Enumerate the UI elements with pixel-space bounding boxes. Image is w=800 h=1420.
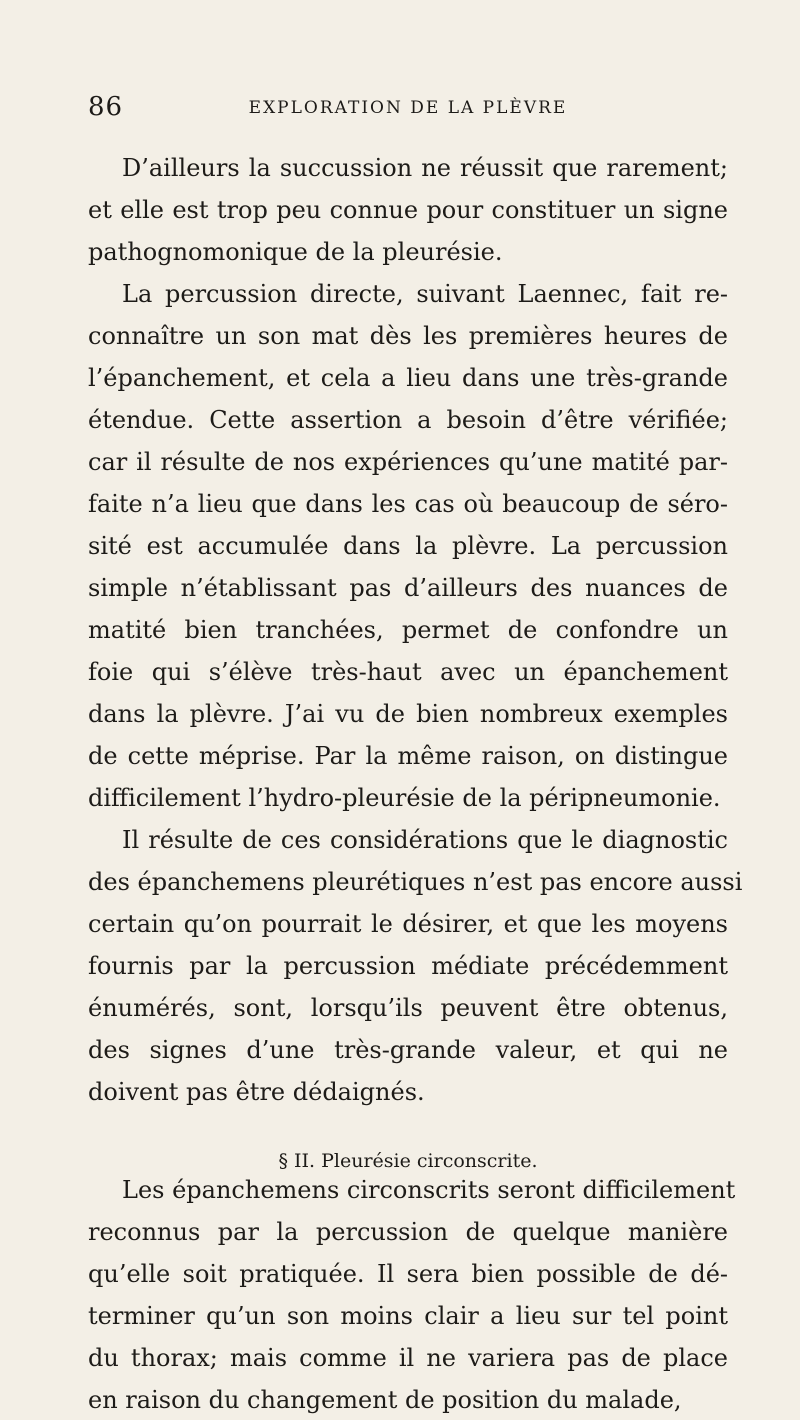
- paragraph-2-line-6: faite n’a lieu que dans les cas où beaucoup de séro-: [88, 490, 728, 518]
- page-number: 86: [88, 92, 124, 122]
- paragraph-2-line-12: de cette méprise. Par la même raison, on distingue: [88, 742, 728, 770]
- paragraph-2-line-10: foie qui s’élève très-haut avec un épanchement: [88, 658, 728, 686]
- paragraph-1-line-3: pathognomonique de la pleurésie.: [88, 238, 503, 266]
- paragraph-2-line-9: matité bien tranchées, permet de confondre un: [88, 616, 728, 644]
- paragraph-2-line-13: difficilement l’hydro-pleurésie de la péripneumonie.: [88, 784, 721, 812]
- paragraph-2-line-4: étendue. Cette assertion a besoin d’être vérifiée;: [88, 406, 728, 434]
- paragraph-4-line-4: terminer qu’un son moins clair a lieu sur tel point: [88, 1302, 728, 1330]
- running-head: [88, 92, 728, 132]
- paragraph-2-line-5: car il résulte de nos expériences qu’une matité par-: [88, 448, 728, 476]
- paragraph-4-line-5: du thorax; mais comme il ne variera pas de place: [88, 1344, 728, 1372]
- paragraph-2-line-7: sité est accumulée dans la plèvre. La percussion: [88, 532, 728, 560]
- paragraph-2-line-2: connaître un son mat dès les premières heures de: [88, 322, 728, 350]
- paragraph-2-line-11: dans la plèvre. J’ai vu de bien nombreux exemples: [88, 700, 728, 728]
- paragraph-1-line-2: et elle est trop peu connue pour constituer un signe: [88, 196, 728, 224]
- running-title: EXPLORATION DE LA PLÈVRE: [248, 98, 568, 118]
- paragraph-3-line-3: certain qu’on pourrait le désirer, et que les moyens: [88, 910, 728, 938]
- section-heading: § II. Pleurésie circonscrite.: [278, 1150, 538, 1172]
- paragraph-1-line-1: D’ailleurs la succussion ne réussit que rarement;: [122, 154, 728, 182]
- paragraph-4-line-1: Les épanchemens circonscrits seront difficilement: [122, 1176, 736, 1204]
- paragraph-2-line-8: simple n’établissant pas d’ailleurs des nuances de: [88, 574, 728, 602]
- paragraph-3-line-2: des épanchemens pleurétiques n’est pas encore aussi: [88, 868, 743, 896]
- paragraph-4-line-3: qu’elle soit pratiquée. Il sera bien possible de dé-: [88, 1260, 728, 1288]
- paragraph-2-line-3: l’épanchement, et cela a lieu dans une très-grande: [88, 364, 728, 392]
- paragraph-4-line-2: reconnus par la percussion de quelque manière: [88, 1218, 728, 1246]
- paragraph-3-line-5: énumérés, sont, lorsqu’ils peuvent être obtenus,: [88, 994, 728, 1022]
- paragraph-2-line-1: La percussion directe, suivant Laennec, fait re-: [122, 280, 728, 308]
- paragraph-3-line-4: fournis par la percussion médiate précédemment: [88, 952, 728, 980]
- paragraph-4-line-6: en raison du changement de position du malade,: [88, 1386, 682, 1414]
- paragraph-3-line-1: Il résulte de ces considérations que le diagnostic: [122, 826, 728, 854]
- paragraph-3-line-6: des signes d’une très-grande valeur, et qui ne: [88, 1036, 728, 1064]
- paragraph-3-line-7: doivent pas être dédaignés.: [88, 1078, 425, 1106]
